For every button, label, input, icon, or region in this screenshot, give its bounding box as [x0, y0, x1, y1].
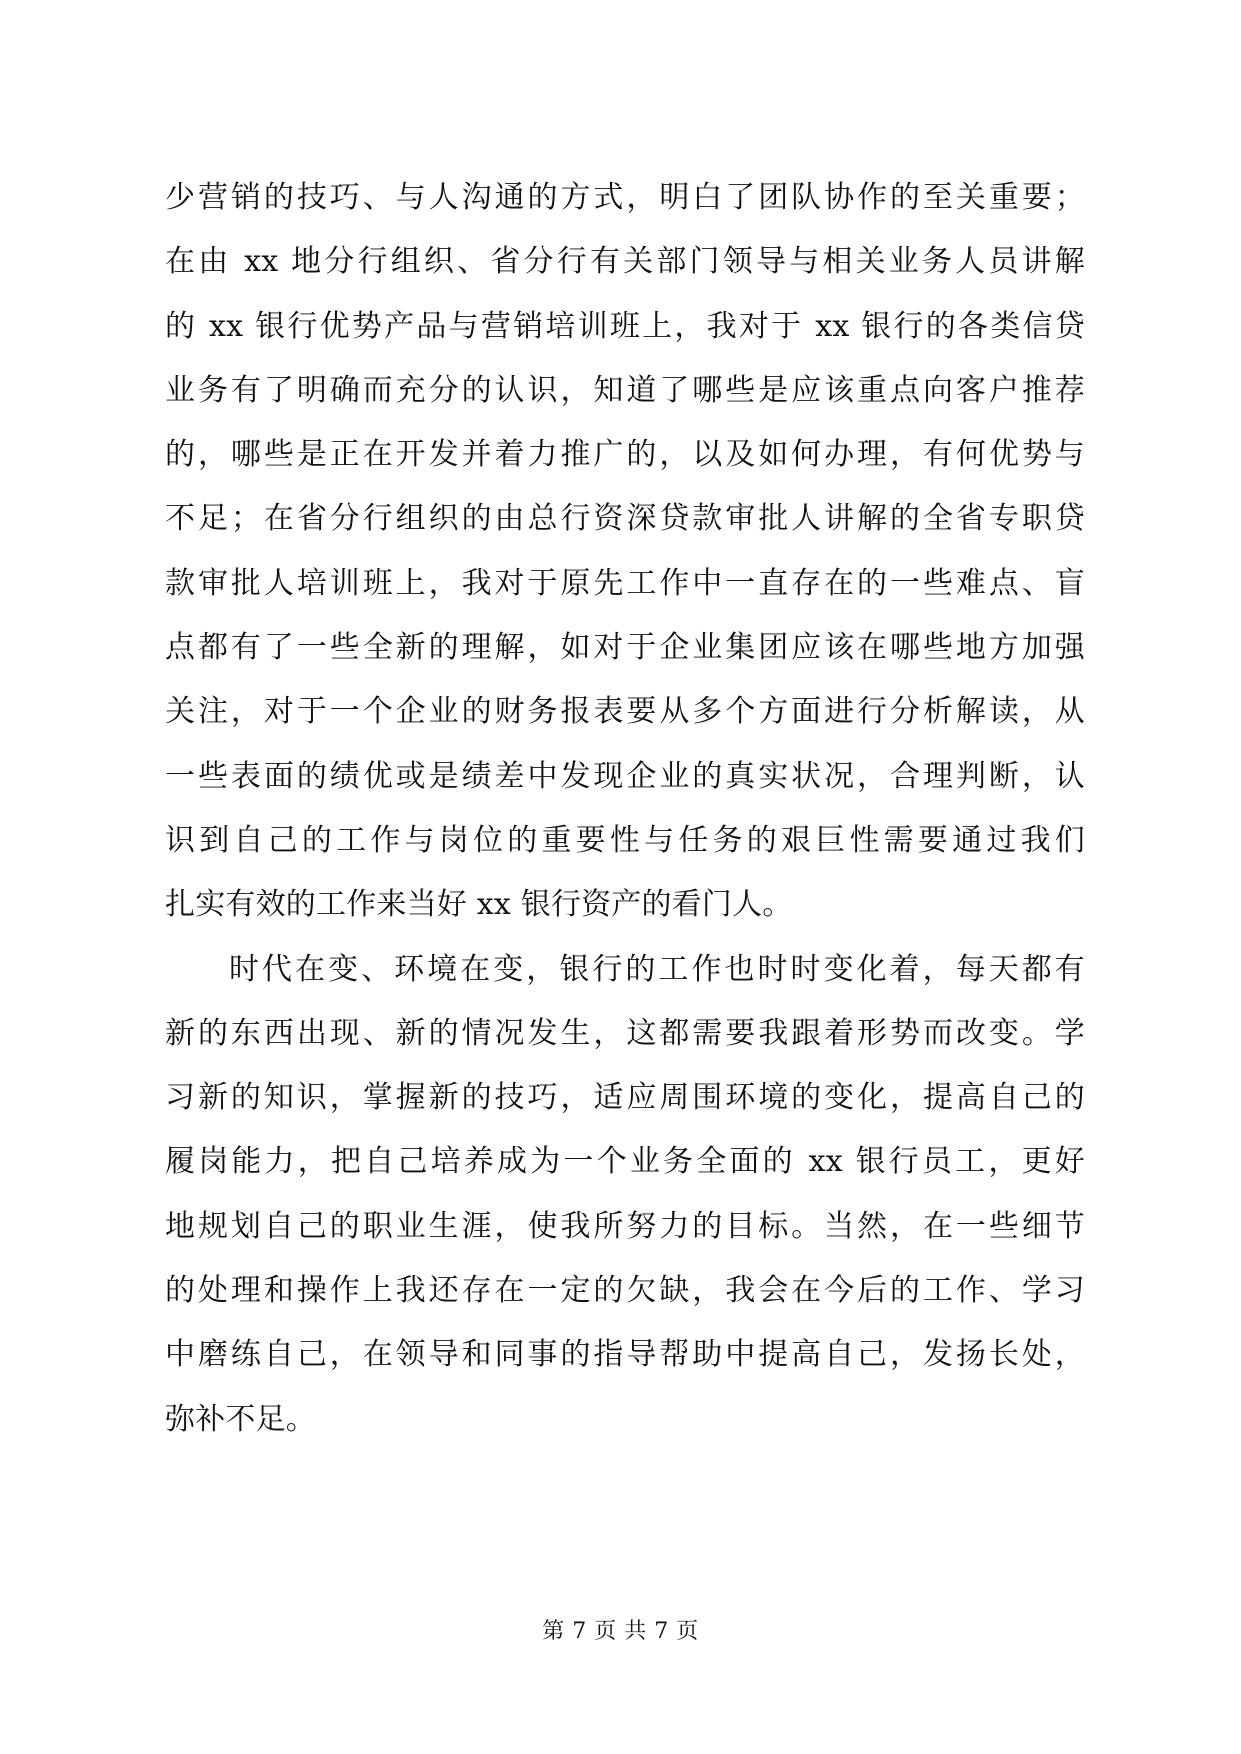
text-line: 扎实有效的工作来当好 xx 银行资产的看门人。: [165, 887, 793, 923]
text-line: 业务有了明确而充分的认识，知道了哪些是应该重点向客户推荐: [165, 372, 1085, 408]
text-line: 时代在变、环境在变，银行的工作也时时变化着，每天都有: [229, 951, 1085, 987]
text-line: 弥补不足。: [165, 1401, 316, 1437]
text-line: 中磨练自己，在领导和同事的指导帮助中提高自己，发扬长处，: [165, 1337, 1085, 1373]
page-footer: 第 7 页 共 7 页: [542, 1619, 699, 1644]
text-line: 不足；在省分行组织的由总行资深贷款审批人讲解的全省专职贷: [165, 501, 1085, 537]
text-line: 在由 xx 地分行组织、省分行有关部门领导与相关业务人员讲解: [165, 244, 1085, 280]
text-line: 的处理和操作上我还存在一定的欠缺，我会在今后的工作、学习: [165, 1273, 1085, 1309]
text-line: 新的东西出现、新的情况发生，这都需要我跟着形势而改变。学: [165, 1015, 1085, 1051]
text-line: 地规划自己的职业生涯，使我所努力的目标。当然，在一些细节: [165, 1208, 1085, 1244]
text-line: 关注，对于一个企业的财务报表要从多个方面进行分析解读，从: [165, 694, 1085, 730]
text-line: 习新的知识，掌握新的技巧，适应周围环境的变化，提高自己的: [165, 1080, 1085, 1116]
body-text: [165, 166, 1085, 1452]
text-line: 的 xx 银行优势产品与营销培训班上，我对于 xx 银行的各类信贷: [165, 308, 1085, 344]
text-line: 的，哪些是正在开发并着力推广的，以及如何办理，有何优势与: [165, 437, 1085, 473]
text-line: 少营销的技巧、与人沟通的方式，明白了团队协作的至关重要；: [165, 180, 1085, 215]
text-line: 识到自己的工作与岗位的重要性与任务的艰巨性需要通过我们: [165, 822, 1085, 858]
text-line: 履岗能力，把自己培养成为一个业务全面的 xx 银行员工，更好: [165, 1144, 1085, 1180]
text-line: 一些表面的绩优或是绩差中发现企业的真实状况，合理判断，认: [165, 758, 1085, 794]
text-line: 点都有了一些全新的理解，如对于企业集团应该在哪些地方加强: [165, 630, 1085, 666]
text-line: 款审批人培训班上，我对于原先工作中一直存在的一些难点、盲: [165, 565, 1085, 601]
